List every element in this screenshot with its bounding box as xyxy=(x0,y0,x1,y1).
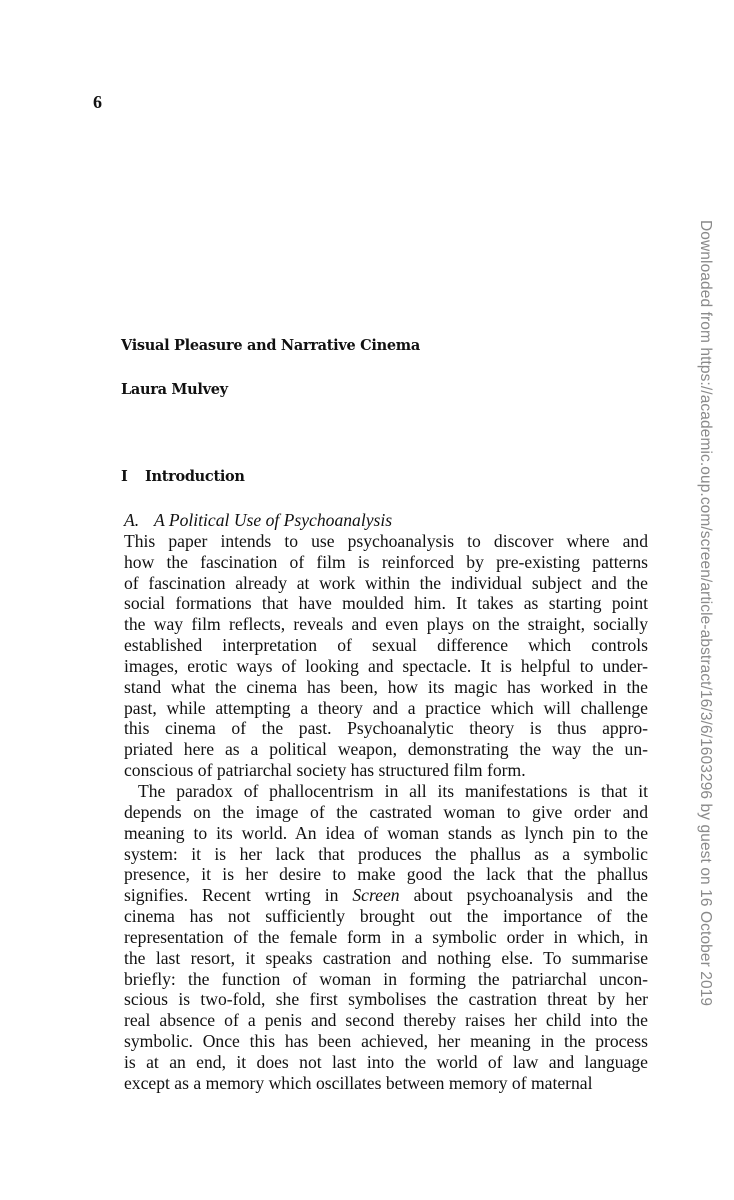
section-title: Introduction xyxy=(145,468,245,485)
article-author: Laura Mulvey xyxy=(121,381,228,398)
download-watermark: Downloaded from https://academic.oup.com/screen/article-abstract/16/3/6/1603296 by guest on 16 October 2019 xyxy=(697,220,714,1007)
subsection-letter: A. xyxy=(124,510,140,530)
text-line: priated here as a political weapon, demonstrating the way the un- xyxy=(124,739,648,760)
text-line: the last resort, it speaks castration and nothing else. To summarise xyxy=(124,947,648,968)
section-heading xyxy=(121,468,245,485)
text-line: how the fascination of film is reinforced by pre-existing patterns xyxy=(124,551,648,572)
subsection-heading xyxy=(124,510,648,531)
text-line: except as a memory which oscillates between memory of maternal xyxy=(124,1072,593,1093)
text-line: social formations that have moulded him. It takes as starting point xyxy=(124,593,648,614)
article-title: Visual Pleasure and Narrative Cinema xyxy=(121,337,420,354)
text-line: real absence of a penis and second thereby raises her child into the xyxy=(124,1010,648,1031)
text-line: cinema has not sufficiently brought out the importance of the xyxy=(124,906,648,927)
text-line: stand what the cinema has been, how its magic has worked in the xyxy=(124,676,648,697)
text-line: symbolic. Once this has been achieved, her meaning in the process xyxy=(124,1031,648,1052)
text-line: past, while attempting a theory and a practice which will challenge xyxy=(124,697,648,718)
text-line: is at an end, it does not last into the world of law and language xyxy=(124,1051,648,1072)
text-line: This paper intends to use psychoanalysis to discover where and xyxy=(124,530,648,551)
paragraph xyxy=(124,781,648,1094)
body-text xyxy=(124,510,648,1094)
text-line: representation of the female form in a symbolic order in which, in xyxy=(124,926,648,947)
text-line: established interpretation of sexual difference which controls xyxy=(124,635,648,656)
text-line: images, erotic ways of looking and spectacle. It is helpful to under- xyxy=(124,655,648,676)
text-line: presence, it is her desire to make good the lack that the phallus xyxy=(124,864,648,885)
text-line: briefly: the function of woman in forming the patriarchal uncon- xyxy=(124,968,648,989)
section-number: I xyxy=(121,468,128,485)
text-line: depends on the image of the castrated woman to give order and xyxy=(124,801,648,822)
text-line: this cinema of the past. Psychoanalytic theory is thus appro- xyxy=(124,718,648,739)
paragraph xyxy=(124,531,648,781)
text-line: signifies. Recent wrting in Screen about psychoanalysis and the xyxy=(124,885,648,906)
text-line: meaning to its world. An idea of woman stands as lynch pin to the xyxy=(124,822,648,843)
journal-title-italic: Screen xyxy=(352,885,400,906)
text-line: scious is two-fold, she first symbolises the castration threat by her xyxy=(124,989,648,1010)
text-line: of fascination already at work within the individual subject and the xyxy=(124,572,648,593)
page-number: 6 xyxy=(93,92,102,112)
subsection-title: A Political Use of Psychoanalysis xyxy=(154,510,393,530)
text-line: system: it is her lack that produces the phallus as a symbolic xyxy=(124,843,648,864)
text-line: The paradox of phallocentrism in all its manifestations is that it xyxy=(138,780,648,801)
paragraphs xyxy=(124,531,648,1094)
text-line: conscious of patriarchal society has structured film form. xyxy=(124,760,526,781)
text-line: the way film reflects, reveals and even plays on the straight, socially xyxy=(124,614,648,635)
